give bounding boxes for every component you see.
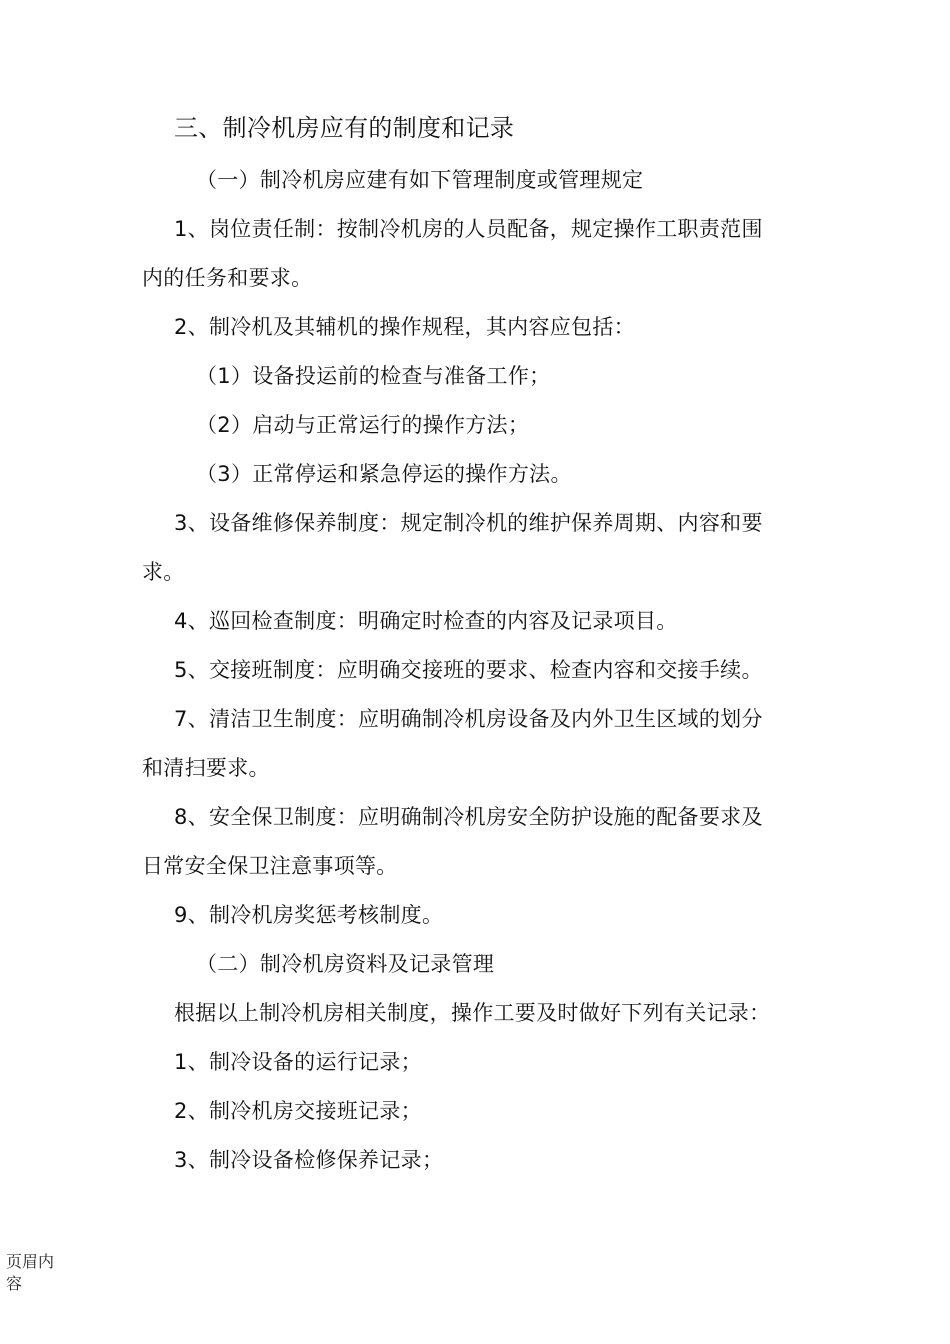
paragraph-line: 4、巡回检查制度：明确定时检查的内容及记录项目。 — [174, 609, 678, 633]
paragraph-line: 2、制冷机房交接班记录； — [174, 1099, 422, 1123]
paragraph-line: （1）设备投运前的检查与准备工作； — [196, 364, 551, 388]
paragraph-line: 3、制冷设备检修保养记录； — [174, 1148, 444, 1172]
paragraph-line: （2）启动与正常运行的操作方法； — [196, 413, 530, 437]
page-header-label: 页眉内容 — [6, 1252, 55, 1293]
paragraph-line: 2、制冷机及其辅机的操作规程，其内容应包括： — [174, 315, 635, 339]
subsection-title-1: （一）制冷机房应建有如下管理制度或管理规定 — [196, 168, 644, 192]
paragraph-line: 3、设备维修保养制度：规定制冷机的维护保养周期、内容和要 — [174, 511, 763, 535]
paragraph-line: 根据以上制冷机房相关制度，操作工要及时做好下列有关记录： — [174, 1001, 771, 1025]
paragraph-line: 和清扫要求。 — [142, 756, 270, 780]
paragraph-line: 求。 — [142, 560, 185, 584]
paragraph-line: 8、安全保卫制度：应明确制冷机房安全防护设施的配备要求及 — [174, 805, 763, 829]
paragraph-line: 内的任务和要求。 — [142, 266, 313, 290]
paragraph-line: 1、制冷设备的运行记录； — [174, 1050, 422, 1074]
paragraph-line: 1、岗位责任制：按制冷机房的人员配备，规定操作工职责范围 — [174, 217, 763, 241]
paragraph-line: 5、交接班制度：应明确交接班的要求、检查内容和交接手续。 — [174, 658, 763, 682]
paragraph-line: （3）正常停运和紧急停运的操作方法。 — [196, 462, 572, 486]
paragraph-line: 7、清洁卫生制度：应明确制冷机房设备及内外卫生区域的划分 — [174, 707, 763, 731]
paragraph-line: 9、制冷机房奖惩考核制度。 — [174, 903, 444, 927]
section-title: 三、制冷机房应有的制度和记录 — [174, 114, 515, 142]
paragraph-line: 日常安全保卫注意事项等。 — [142, 854, 398, 878]
subsection-title-2: （二）制冷机房资料及记录管理 — [196, 952, 495, 976]
